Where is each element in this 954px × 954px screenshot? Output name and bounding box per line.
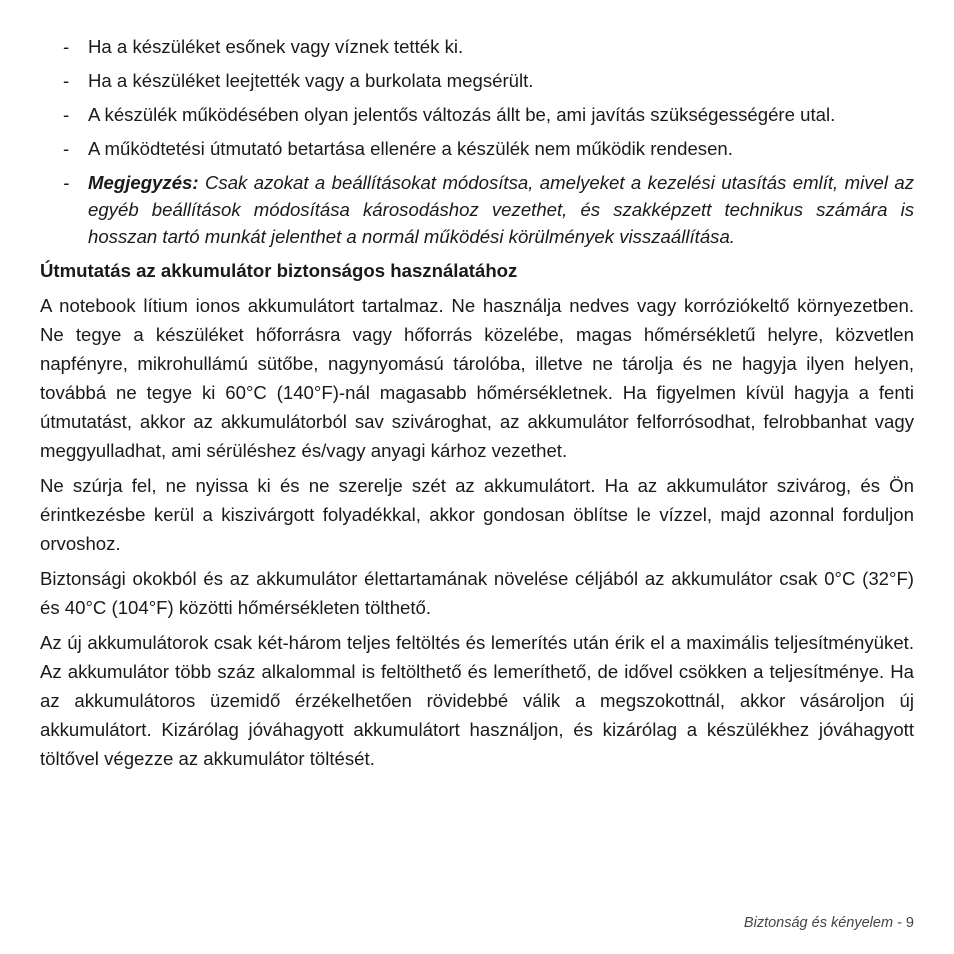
note-item <box>40 169 914 250</box>
bullet-text: A működtetési útmutató betartása ellenére a készülék nem működik rendesen. <box>88 138 733 159</box>
bullet-item <box>40 33 914 60</box>
bullet-text: Ha a készüléket leejtették vagy a burkolata megsérült. <box>88 70 534 91</box>
bullet-item <box>40 101 914 128</box>
note-label: Megjegyzés: <box>88 172 199 193</box>
page-footer <box>744 915 914 931</box>
paragraph: Biztonsági okokból és az akkumulátor élettartamának növelése céljából az akkumulátor csak 0°C (32°F) és 40°C (104°F) közötti hőmérsékleten tölthető. <box>40 568 914 618</box>
bullet-dash: - <box>63 70 70 91</box>
document-page <box>40 33 914 779</box>
bullet-text: Ha a készüléket esőnek vagy víznek tették ki. <box>88 36 464 57</box>
bullet-item <box>40 67 914 94</box>
section-heading: Útmutatás az akkumulátor biztonságos használatához <box>40 260 518 281</box>
bullet-dash: - <box>63 104 70 125</box>
paragraph: A notebook lítium ionos akkumulátort tartalmaz. Ne használja nedves vagy korróziókeltő környezetben. Ne tegye a készüléket hőforrásra vagy hőforrás közelébe, magas hőmérsékletű helyre, közvetlen napfényre, mikrohullámú sütőbe, nagynyomású tárolóba, illetve ne tárolja és ne hagyja ilyen helyen, továbbá ne tegye ki 60°C (140°F)-nál magasabb hőmérsékletnek. Ha figyelmen kívül hagyja a fenti útmutatást, akkor az akkumulátorból sav szivároghat, az akkumulátor felforrósodhat, felrobbanhat vagy meggyulladhat, ami sérüléshez és/vagy anyagi kárhoz vezethet. <box>40 295 914 461</box>
bullet-list <box>40 33 914 250</box>
bullet-text: A készülék működésében olyan jelentős változás állt be, ami javítás szükségességére utal. <box>88 104 836 125</box>
note-text: Csak azokat a beállításokat módosítsa, amelyeket a kezelési utasítás említ, mivel az egyéb beállítások módosítása károsodáshoz vezethet, és szakképzett technikus számára is hosszan tartó munkát jelenthet a normál működési körülmények visszaállítása. <box>88 172 915 247</box>
paragraph: Ne szúrja fel, ne nyissa ki és ne szerelje szét az akkumulátort. Ha az akkumulátor szivárog, és Ön érintkezésbe kerül a kiszivárgott folyadékkal, akkor gondosan öblítse le vízzel, majd azonnal forduljon orvoshoz. <box>40 475 914 554</box>
bullet-item <box>40 135 914 162</box>
bullet-dash: - <box>63 138 70 159</box>
bullet-dash: - <box>63 36 70 57</box>
footer-section: Biztonság és kényelem - <box>743 915 902 931</box>
page-number: 9 <box>905 915 914 931</box>
paragraph: Az új akkumulátorok csak két-három teljes feltöltés és lemerítés után érik el a maximális teljesítményüket. Az akkumulátor több száz alkalommal is feltölthető és lemeríthető, de idővel csökken a teljesítménye. Ha az akkumulátoros üzemidő érzékelhetően rövidebbé válik a megszokottnál, akkor vásároljon új akkumulátort. Kizárólag jóváhagyott akkumulátort használjon, és kizárólag a készülékhez jóváhagyott töltővel végezze az akkumulátor töltését. <box>40 632 914 769</box>
bullet-dash: - <box>63 172 70 193</box>
